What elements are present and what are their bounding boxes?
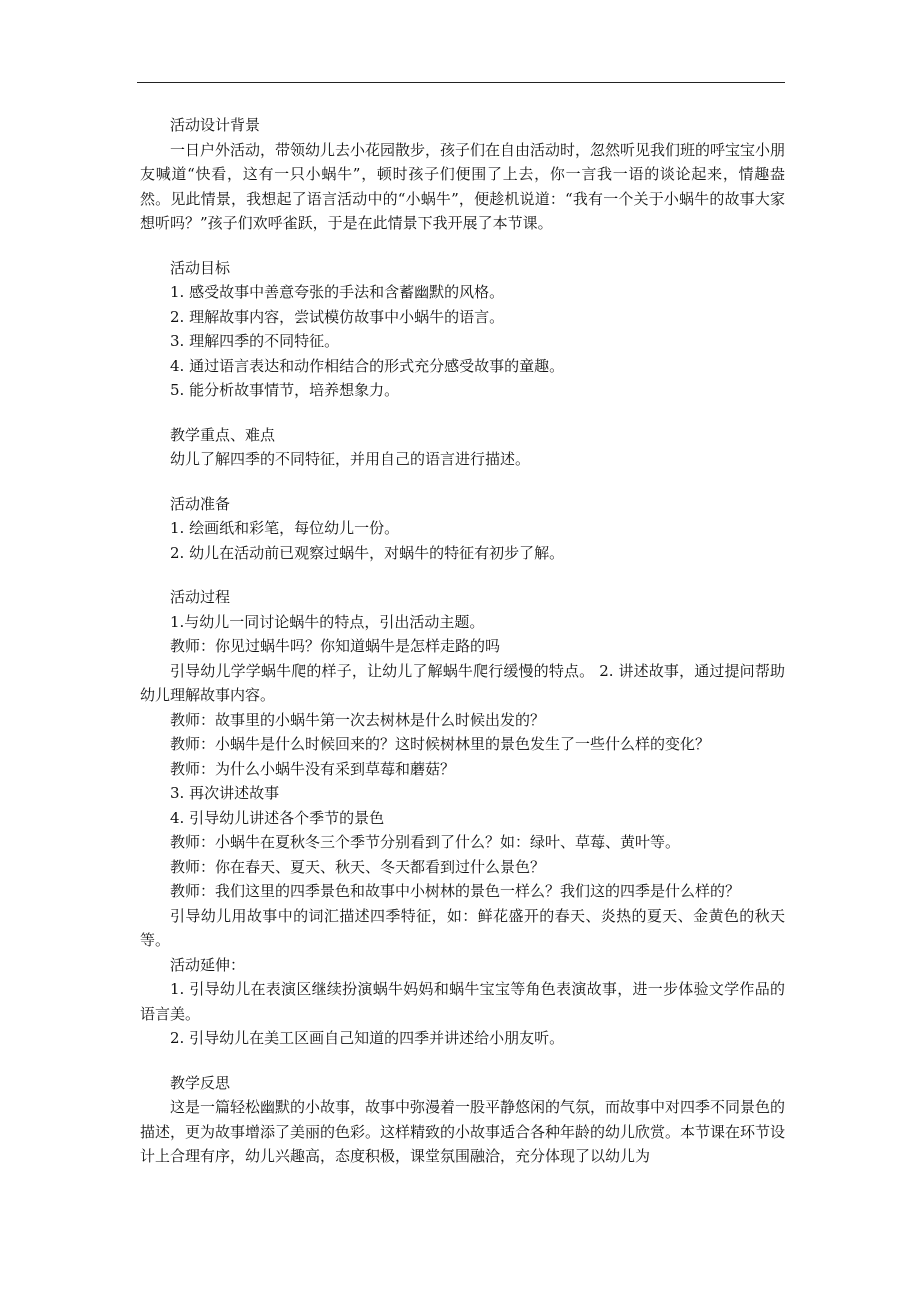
preparation-item: 2. 幼儿在活动前已观察过蜗牛，对蜗牛的特征有初步了解。 (170, 543, 565, 562)
section-heading-preparation: 活动准备 (170, 494, 231, 513)
process-line: 教师：我们这里的四季景色和故事中小树林的景色一样么？我们这的四季是什么样的？ (170, 882, 741, 900)
document-body (140, 113, 785, 1169)
header-rule (137, 82, 785, 83)
process-line: 教师：小蜗牛在夏秋冬三个季节分别看到了什么？如：绿叶、草莓、黄叶等。 (170, 833, 681, 851)
process-line: 引导幼儿学学蜗牛爬的样子，让幼儿了解蜗牛爬行缓慢的特点。 2. 讲述故事，通过提问帮助幼儿理解故事内容。 (140, 661, 785, 704)
section-heading-reflection: 教学反思 (170, 1073, 231, 1092)
section-heading-background: 活动设计背景 (170, 116, 261, 134)
process-line: 引导幼儿用故事中的词汇描述四季特征，如：鲜花盛开的春天、炎热的夏天、金黄色的秋天等。 (140, 906, 785, 949)
goal-item: 5. 能分析故事情节，培养想象力。 (170, 381, 400, 399)
process-line: 教师：你在春天、夏天、秋天、冬天都看到过什么景色？ (170, 857, 546, 876)
goal-item: 3. 理解四季的不同特征。 (170, 332, 340, 350)
section-heading-key-points: 教学重点、难点 (170, 425, 276, 444)
reflection-paragraph: 这是一篇轻松幽默的小故事，故事中弥漫着一股平静悠闲的气氛，而故事中对四季不同景色的描述，更为故事增添了美丽的色彩。这样精致的小故事适合各种年龄的幼儿欣赏。本节课在环节设计上合理有序，幼儿兴趣高，态度积极，课堂氛围融洽，充分体现了以幼儿为 (140, 1098, 786, 1165)
extension-item: 1. 引导幼儿在表演区继续扮演蜗牛妈妈和蜗牛宝宝等角色表演故事，进一步体验文学作品的语言美。 (140, 980, 785, 1023)
goal-item: 2. 理解故事内容，尝试模仿故事中小蜗牛的语言。 (170, 307, 505, 326)
preparation-item: 1. 绘画纸和彩笔，每位幼儿一份。 (170, 519, 400, 537)
goal-item: 1. 感受故事中善意夸张的手法和含蓄幽默的风格。 (170, 283, 505, 301)
process-line: 1.与幼儿一同讨论蜗牛的特点，引出活动主题。 (170, 612, 485, 631)
process-line: 教师：你见过蜗牛吗？你知道蜗牛是怎样走路的吗 (170, 637, 501, 655)
extension-item: 2. 引导幼儿在美工区画自己知道的四季并讲述给小朋友听。 (170, 1029, 565, 1047)
section-heading-process: 活动过程 (170, 588, 231, 606)
goal-item: 4. 通过语言表达和动作相结合的形式充分感受故事的童趣。 (170, 356, 565, 375)
process-line: 教师：小蜗牛是什么时候回来的？这时候树林里的景色发生了一些什么样的变化？ (170, 735, 711, 753)
process-line: 教师：为什么小蜗牛没有采到草莓和蘑菇？ (170, 759, 456, 778)
section-heading-extension: 活动延伸： (170, 955, 246, 974)
section-heading-goals: 活动目标 (170, 258, 231, 277)
process-line: 3. 再次讲述故事 (170, 784, 280, 802)
process-line: 教师：故事里的小蜗牛第一次去树林是什么时候出发的？ (170, 710, 546, 729)
process-line: 4. 引导幼儿讲述各个季节的景色 (170, 808, 385, 827)
background-paragraph: 一日户外活动，带领幼儿去小花园散步，孩子们在自由活动时，忽然听见我们班的呼宝宝小朋友喊道“快看，这有一只小蜗牛”，顿时孩子们便围了上去，你一言我一语的谈论起来，情趣盎然。见此情景，我想起了语言活动中的“小蜗牛”，便趁机说道：“我有一个关于小蜗牛的故事大家想听吗？”孩子们欢呼雀跃，于是在此情景下我开展了本节课。 (140, 140, 786, 232)
key-points-paragraph: 幼儿了解四季的不同特征，并用自己的语言进行描述。 (170, 450, 531, 468)
